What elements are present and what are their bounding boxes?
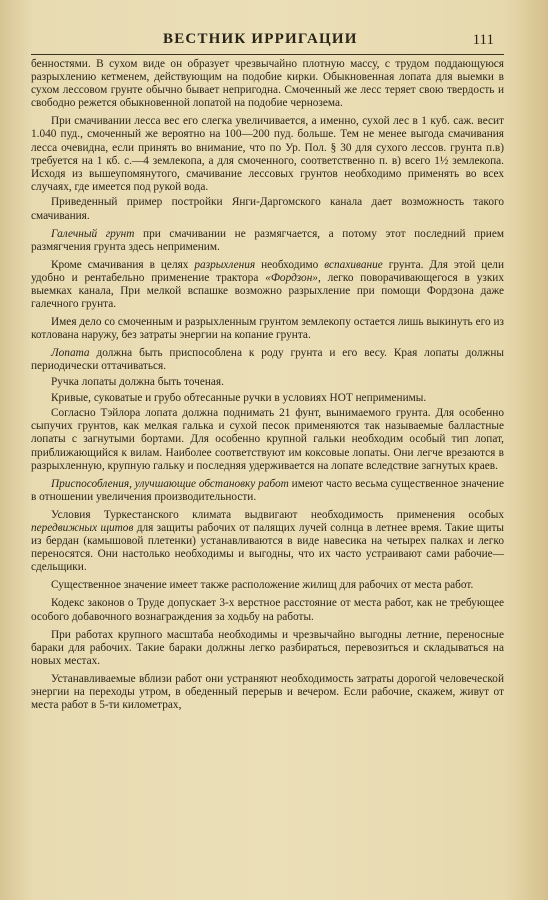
italic-term: Приспособления, улучшающие обстановку работ xyxy=(51,477,289,490)
text-run: Приведенный пример постройки Янги-Даргомского канала дает возможность такого смачивания. xyxy=(31,196,504,222)
paragraph xyxy=(31,316,504,342)
paragraph xyxy=(31,376,504,389)
paragraph xyxy=(31,597,504,623)
text-run: При работах крупного масштаба необходимы и чрезвычайно выгодны летние, переносные бараки для рабочих. Такие бараки должны легко разбираться, перевозиться и складываться на новых местах. xyxy=(31,628,504,667)
text-run: Кодекс законов о Труде допускает 3-х верстное расстояние от места работ, как не требующее особого добавочного вознаграждения за ходьбу на работы. xyxy=(31,597,504,623)
paragraph xyxy=(31,509,504,574)
paragraph xyxy=(31,392,504,405)
paragraph xyxy=(31,407,504,472)
text-run: Ручка лопаты должна быть точеная. xyxy=(51,376,224,389)
text-run: Существенное значение имеет также расположение жилищ для рабочих от места работ. xyxy=(51,579,474,592)
text-run: Согласно Тэйлора лопата должна поднимать 21 фунт, вынимаемого грунта. Для особенно сыпучих грунтов, как мелкая галька и сухой песок применяются так называемые балластные лопаты с загнутыми бортами. Для особенно крупной гальки необходим особый тип лопат, приближающийся к вилам. Наиболее соответствуют им коксовые лопаты. Они легче врезаются в разрыхленную, крупную гальку и последняя удерживается на лопате вследствие загнутых краев. xyxy=(31,407,504,472)
paragraph xyxy=(31,478,504,504)
journal-title: ВЕСТНИК ИРРИГАЦИИ xyxy=(163,31,358,47)
text-run: необходимо xyxy=(255,258,325,271)
text-run: , легко поворачивающегося в узких выемках канала, При мелкой вспашке возможно разрыхление при помощи Фордзона даже галечного грунта. xyxy=(31,271,505,311)
text-run: Устанавливаемые вблизи работ они устраняют необходимость затраты дорогой человеческой энергии на переходы утром, в обеденный перерыв и вечером. Если рабочие, скажем, живут от места работ в 5-ти километрах, xyxy=(31,672,504,712)
text-run: Условия Туркестанского климата выдвигают необходимость применения особых xyxy=(51,508,504,521)
paragraph xyxy=(31,629,504,668)
italic-term: вспахивание xyxy=(324,258,383,271)
text-run: При смачивании лесса вес его слегка увеличивается, а именно, сухой лес в 1 куб. саж. весит 1.040 пуд., смоченный же вероятно на 100—200 пуд. больше. Тем не менее выгода смачивания лесса очевидна, если принять во внимание, что по Ур. Пол. § 30 для сухого лессов. грунта п.в) требуется на 1 кб. с.—4 землекопа, а для смоченного, соответственно п. в) всего 1½ землекопа. Исходя из вышеупомянутого, смачивание лессовых грунтов необходимо применять во всех случаях, где имеется под рукой вода. xyxy=(31,115,504,193)
paragraph xyxy=(31,673,504,712)
text-run: Кривые, суковатые и грубо обтесанные ручки в условиях НОТ неприменимы. xyxy=(51,391,427,404)
paragraph xyxy=(31,347,504,373)
text-run: при смачивании не размягчается, а потому этот последний прием размягчения грунта здесь неприменим. xyxy=(31,227,504,253)
italic-term: «Фордзон» xyxy=(265,271,318,284)
italic-term: Галечный грунт xyxy=(51,227,135,240)
paragraph xyxy=(31,259,504,311)
page-header xyxy=(31,30,504,55)
paragraph xyxy=(31,196,504,222)
text-run: бенностями. В сухом виде он образует чрезвычайно плотную массу, с трудом поддающуюся разрыхлению кетменем, действующим на подобие кирки. Обыкновенная лопата для выемки в сухом лессовом грунте обычно бывает непригодна. Смоченный же лесс теряет свою твердость и свободно режется обыкновенной лопатой на подобие чернозема. xyxy=(31,58,504,110)
paragraph xyxy=(31,579,504,592)
page-number: 111 xyxy=(472,32,494,48)
text-run: имеют часто весьма существенное значение в отношении увеличения производительности. xyxy=(31,477,504,503)
paragraph xyxy=(31,228,504,254)
paragraph xyxy=(31,58,504,110)
text-run: должна быть приспособлена к роду грунта и его весу. Края лопаты должны периодически оттачиваться. xyxy=(31,347,504,373)
italic-term: передвижных щитов xyxy=(31,522,134,534)
text-run: Кроме смачивания в целях xyxy=(51,258,195,271)
italic-term: разрыхления xyxy=(194,258,256,271)
text-run: грунта. Для этой цели удобно и рентабельно применение трактора xyxy=(31,258,504,284)
paragraph xyxy=(31,115,504,194)
text-run: для защиты рабочих от палящих лучей солнца в летнее время. Такие щиты из бердан (камышовой плетенки) устанавливаются в виде навесика на четырех палках и легко переносятся. Они настолько необходимы и выгодны, что их часто устраивают сами рабочие—сдельщики. xyxy=(31,522,504,574)
article-body xyxy=(31,58,504,712)
italic-term: Лопата xyxy=(51,347,90,360)
text-run: Имея дело со смоченным и разрыхленным грунтом землекопу остается лишь выкинуть его из котлована наружу, без затраты энергии на копание грунта. xyxy=(31,316,504,342)
